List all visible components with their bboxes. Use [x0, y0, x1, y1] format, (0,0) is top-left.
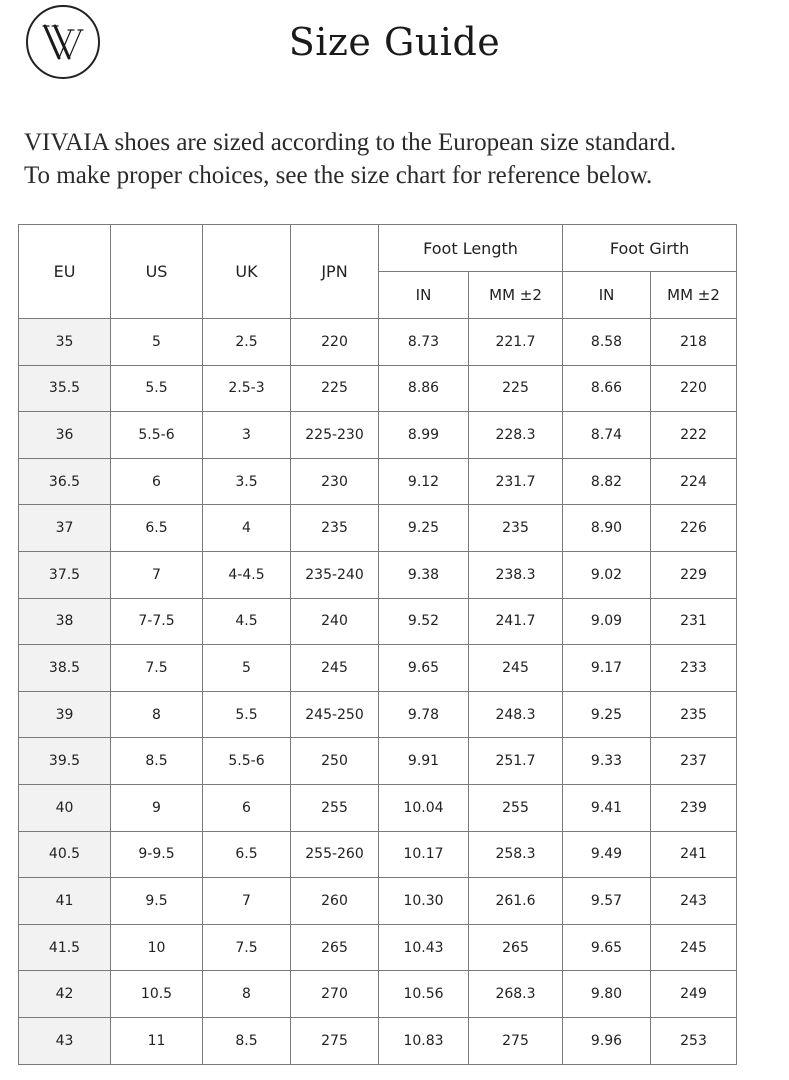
cell-girth-mm: 220	[651, 365, 737, 412]
cell-eu: 39.5	[19, 738, 111, 785]
cell-uk: 7	[203, 878, 291, 925]
table-row	[19, 551, 737, 598]
cell-girth-mm: 226	[651, 505, 737, 552]
cell-jpn: 240	[291, 598, 379, 645]
header-length-mm: MM ±2	[469, 272, 563, 319]
cell-girth-in: 8.90	[563, 505, 651, 552]
cell-girth-mm: 237	[651, 738, 737, 785]
header-us: US	[111, 225, 203, 319]
table-row	[19, 1017, 737, 1064]
cell-eu: 36	[19, 412, 111, 459]
cell-length-mm: 231.7	[469, 458, 563, 505]
cell-uk: 6	[203, 784, 291, 831]
cell-girth-mm: 243	[651, 878, 737, 925]
cell-length-in: 9.91	[379, 738, 469, 785]
cell-eu: 35.5	[19, 365, 111, 412]
cell-uk: 3.5	[203, 458, 291, 505]
cell-jpn: 250	[291, 738, 379, 785]
cell-uk: 4	[203, 505, 291, 552]
cell-girth-mm: 218	[651, 319, 737, 366]
cell-uk: 8	[203, 971, 291, 1018]
cell-jpn: 255	[291, 784, 379, 831]
cell-girth-mm: 235	[651, 691, 737, 738]
cell-us: 8.5	[111, 738, 203, 785]
cell-us: 5.5	[111, 365, 203, 412]
table-row	[19, 878, 737, 925]
cell-jpn: 225-230	[291, 412, 379, 459]
cell-length-in: 10.17	[379, 831, 469, 878]
table-row	[19, 691, 737, 738]
cell-length-in: 9.65	[379, 645, 469, 692]
cell-length-in: 9.38	[379, 551, 469, 598]
cell-girth-mm: 233	[651, 645, 737, 692]
size-table-body	[19, 319, 737, 1065]
cell-us: 10.5	[111, 971, 203, 1018]
table-row	[19, 319, 737, 366]
cell-uk: 5.5-6	[203, 738, 291, 785]
cell-jpn: 220	[291, 319, 379, 366]
cell-us: 9-9.5	[111, 831, 203, 878]
cell-eu: 40	[19, 784, 111, 831]
table-row	[19, 971, 737, 1018]
cell-girth-in: 9.25	[563, 691, 651, 738]
header-eu: EU	[19, 225, 111, 319]
cell-length-in: 9.78	[379, 691, 469, 738]
cell-jpn: 260	[291, 878, 379, 925]
cell-girth-in: 9.09	[563, 598, 651, 645]
cell-length-in: 8.73	[379, 319, 469, 366]
intro-line-2: To make proper choices, see the size chart for reference below.	[24, 162, 653, 189]
cell-girth-in: 9.80	[563, 971, 651, 1018]
cell-length-in: 10.04	[379, 784, 469, 831]
page-title: Size Guide	[288, 20, 501, 64]
cell-us: 6	[111, 458, 203, 505]
cell-length-in: 10.30	[379, 878, 469, 925]
cell-uk: 5	[203, 645, 291, 692]
cell-length-mm: 225	[469, 365, 563, 412]
header-foot-length: Foot Length	[379, 225, 563, 272]
cell-girth-mm: 239	[651, 784, 737, 831]
table-row	[19, 412, 737, 459]
cell-us: 7.5	[111, 645, 203, 692]
cell-eu: 41	[19, 878, 111, 925]
cell-girth-mm: 245	[651, 924, 737, 971]
cell-eu: 35	[19, 319, 111, 366]
cell-girth-in: 8.58	[563, 319, 651, 366]
cell-length-mm: 238.3	[469, 551, 563, 598]
cell-length-in: 9.12	[379, 458, 469, 505]
header-length-in: IN	[379, 272, 469, 319]
cell-eu: 37.5	[19, 551, 111, 598]
table-row	[19, 505, 737, 552]
cell-girth-in: 8.82	[563, 458, 651, 505]
cell-length-in: 8.99	[379, 412, 469, 459]
cell-eu: 37	[19, 505, 111, 552]
cell-length-mm: 221.7	[469, 319, 563, 366]
cell-us: 7-7.5	[111, 598, 203, 645]
cell-us: 10	[111, 924, 203, 971]
table-row	[19, 831, 737, 878]
cell-uk: 8.5	[203, 1017, 291, 1064]
cell-length-mm: 241.7	[469, 598, 563, 645]
cell-jpn: 235-240	[291, 551, 379, 598]
cell-us: 9	[111, 784, 203, 831]
cell-us: 6.5	[111, 505, 203, 552]
cell-eu: 38	[19, 598, 111, 645]
intro-text	[24, 126, 676, 192]
cell-uk: 2.5	[203, 319, 291, 366]
cell-us: 5.5-6	[111, 412, 203, 459]
cell-girth-in: 9.17	[563, 645, 651, 692]
cell-length-mm: 248.3	[469, 691, 563, 738]
table-row	[19, 738, 737, 785]
cell-girth-mm: 249	[651, 971, 737, 1018]
cell-girth-mm: 241	[651, 831, 737, 878]
cell-girth-in: 9.65	[563, 924, 651, 971]
header-foot-girth: Foot Girth	[563, 225, 737, 272]
cell-length-mm: 261.6	[469, 878, 563, 925]
cell-us: 11	[111, 1017, 203, 1064]
cell-uk: 4-4.5	[203, 551, 291, 598]
header-jpn: JPN	[291, 225, 379, 319]
cell-length-in: 10.83	[379, 1017, 469, 1064]
cell-girth-in: 9.33	[563, 738, 651, 785]
cell-jpn: 275	[291, 1017, 379, 1064]
cell-jpn: 235	[291, 505, 379, 552]
cell-girth-mm: 224	[651, 458, 737, 505]
cell-girth-in: 9.49	[563, 831, 651, 878]
cell-uk: 4.5	[203, 598, 291, 645]
cell-us: 5	[111, 319, 203, 366]
cell-girth-in: 8.66	[563, 365, 651, 412]
cell-length-in: 9.52	[379, 598, 469, 645]
cell-jpn: 270	[291, 971, 379, 1018]
cell-eu: 42	[19, 971, 111, 1018]
cell-girth-in: 9.41	[563, 784, 651, 831]
header-girth-mm: MM ±2	[651, 272, 737, 319]
cell-length-mm: 245	[469, 645, 563, 692]
cell-length-mm: 251.7	[469, 738, 563, 785]
cell-uk: 6.5	[203, 831, 291, 878]
cell-uk: 3	[203, 412, 291, 459]
cell-length-in: 9.25	[379, 505, 469, 552]
cell-eu: 43	[19, 1017, 111, 1064]
intro-line-1: VIVAIA shoes are sized according to the European size standard.	[24, 129, 677, 156]
cell-girth-in: 9.96	[563, 1017, 651, 1064]
cell-jpn: 230	[291, 458, 379, 505]
table-row	[19, 458, 737, 505]
cell-jpn: 245	[291, 645, 379, 692]
table-row	[19, 784, 737, 831]
table-row	[19, 598, 737, 645]
cell-girth-in: 8.74	[563, 412, 651, 459]
cell-jpn: 255-260	[291, 831, 379, 878]
cell-girth-in: 9.02	[563, 551, 651, 598]
table-row	[19, 645, 737, 692]
cell-eu: 39	[19, 691, 111, 738]
cell-girth-mm: 229	[651, 551, 737, 598]
cell-length-mm: 228.3	[469, 412, 563, 459]
cell-girth-in: 9.57	[563, 878, 651, 925]
cell-length-in: 10.43	[379, 924, 469, 971]
cell-eu: 38.5	[19, 645, 111, 692]
cell-jpn: 225	[291, 365, 379, 412]
header-girth-in: IN	[563, 272, 651, 319]
cell-eu: 41.5	[19, 924, 111, 971]
cell-length-mm: 258.3	[469, 831, 563, 878]
cell-length-mm: 268.3	[469, 971, 563, 1018]
cell-girth-mm: 231	[651, 598, 737, 645]
cell-girth-mm: 222	[651, 412, 737, 459]
cell-uk: 2.5-3	[203, 365, 291, 412]
cell-eu: 36.5	[19, 458, 111, 505]
cell-jpn: 265	[291, 924, 379, 971]
cell-uk: 5.5	[203, 691, 291, 738]
cell-length-in: 10.56	[379, 971, 469, 1018]
cell-us: 8	[111, 691, 203, 738]
cell-girth-mm: 253	[651, 1017, 737, 1064]
header-uk: UK	[203, 225, 291, 319]
cell-us: 9.5	[111, 878, 203, 925]
cell-length-in: 8.86	[379, 365, 469, 412]
cell-length-mm: 275	[469, 1017, 563, 1064]
table-row	[19, 924, 737, 971]
size-chart-table	[18, 224, 737, 1065]
cell-us: 7	[111, 551, 203, 598]
cell-uk: 7.5	[203, 924, 291, 971]
cell-jpn: 245-250	[291, 691, 379, 738]
cell-length-mm: 265	[469, 924, 563, 971]
table-row	[19, 365, 737, 412]
cell-length-mm: 235	[469, 505, 563, 552]
cell-eu: 40.5	[19, 831, 111, 878]
cell-length-mm: 255	[469, 784, 563, 831]
